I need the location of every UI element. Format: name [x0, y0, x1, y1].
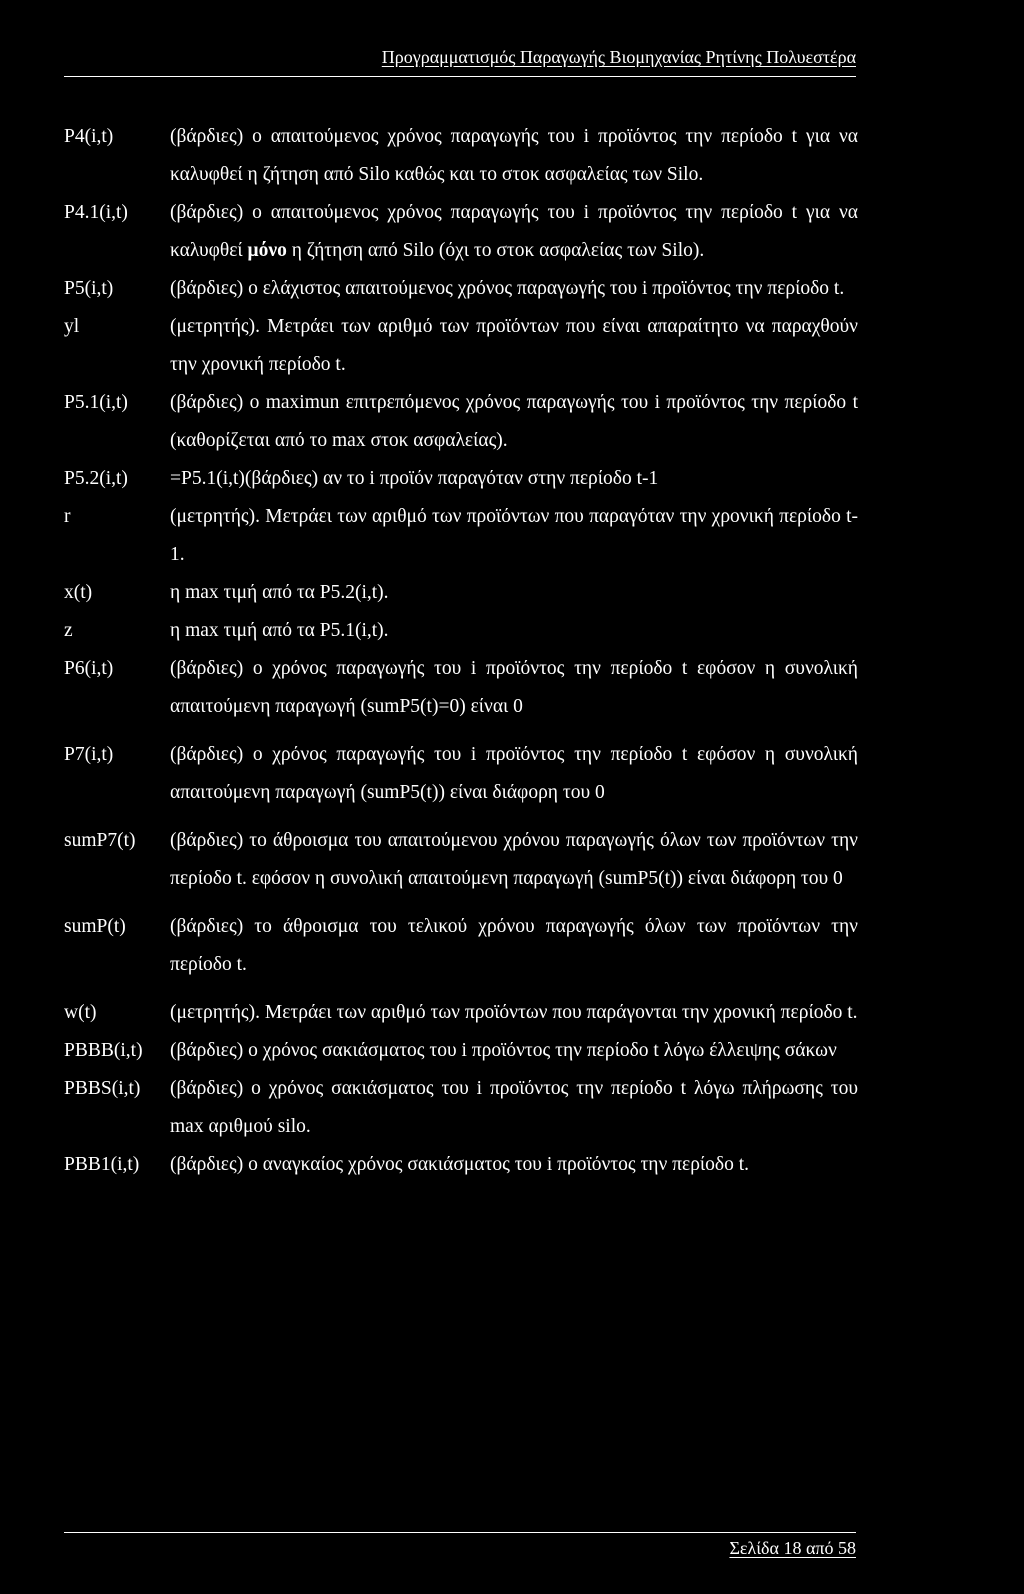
definition-entry — [64, 908, 858, 984]
definition-term: P5(i,t) — [64, 278, 114, 299]
definition-entry — [64, 384, 858, 460]
emphasis-text: μόνο — [247, 240, 287, 261]
definition-term: P6(i,t) — [64, 658, 114, 679]
definition-term: P4.1(i,t) — [64, 202, 128, 223]
definition-entry — [64, 270, 858, 308]
definition-entry — [64, 308, 858, 384]
definition-term: x(t) — [64, 582, 93, 603]
definition-entry — [64, 822, 858, 898]
spacer — [64, 898, 858, 908]
definition-term: sumP7(t) — [64, 830, 136, 851]
definition-term: w(t) — [64, 1002, 97, 1023]
definition-entry — [64, 736, 858, 812]
definition-entry — [64, 460, 858, 498]
definition-description: (βάρδιες) το άθροισμα του απαιτούμενου χρόνου παραγωγής όλων των προϊόντων την περίοδο t. εφόσον η συνολική απαιτούμενη παραγωγή (sumP5(t)) είναι διάφορη του 0 — [170, 830, 858, 889]
definition-term: PBB1(i,t) — [64, 1154, 140, 1175]
definition-description: (μετρητής). Μετράει των αριθμό των προϊόντων που είναι απαραίτητο να παραχθούν την χρονική περίοδο t. — [170, 316, 858, 375]
definition-entry — [64, 194, 858, 270]
definition-term: P4(i,t) — [64, 126, 114, 147]
definition-entry — [64, 574, 858, 612]
definition-description: (βάρδιες) ο maximun επιτρεπόμενος χρόνος παραγωγής του i προϊόντος την περίοδο t (καθορίζεται από το max στοκ ασφαλείας). — [170, 392, 858, 451]
definition-description: (βάρδιες) ο χρόνος παραγωγής του i προϊόντος την περίοδο t εφόσον η συνολική απαιτούμενη παραγωγή (sumP5(t)=0) είναι 0 — [170, 658, 858, 717]
description-text: (βάρδιες) ο απαιτούμενος χρόνος παραγωγής του i προϊόντος την περίοδο t για να καλυφθεί — [170, 202, 858, 261]
definition-term: r — [64, 506, 71, 527]
definition-entry — [64, 612, 858, 650]
header-title: Προγραμματισμός Παραγωγής Βιομηχανίας Ρητίνης Πολυεστέρα — [381, 47, 856, 67]
definition-entry — [64, 994, 858, 1032]
definitions-list — [64, 118, 858, 1498]
spacer — [64, 984, 858, 994]
definition-term: z — [64, 620, 73, 641]
definition-entry — [64, 498, 858, 574]
definition-entry — [64, 1146, 858, 1184]
page-header — [64, 46, 856, 77]
definition-description: (βάρδιες) το άθροισμα του τελικού χρόνου παραγωγής όλων των προϊόντων την περίοδο t. — [170, 916, 858, 975]
definition-term: PBBS(i,t) — [64, 1078, 141, 1099]
definition-term: P7(i,t) — [64, 744, 114, 765]
description-text: η ζήτηση από Silo (όχι το στοκ ασφαλείας των Silo). — [291, 240, 705, 261]
definition-description: (μετρητής). Μετράει των αριθμό των προϊόντων που παραγόταν την χρονική περίοδο t-1. — [170, 506, 858, 565]
definition-term: PBBB(i,t) — [64, 1040, 143, 1061]
spacer — [64, 812, 858, 822]
page-footer — [64, 1532, 856, 1559]
definition-entry — [64, 1032, 858, 1070]
definition-description: η max τιμή από τα P5.2(i,t). — [170, 582, 389, 603]
spacer — [64, 726, 858, 736]
definition-description: (βάρδιες) ο χρόνος παραγωγής του i προϊόντος την περίοδο t εφόσον η συνολική απαιτούμενη παραγωγή (sumP5(t)) είναι διάφορη του 0 — [170, 744, 858, 803]
definition-description: =P5.1(i,t)(βάρδιες) αν το i προϊόν παραγόταν στην περίοδο t-1 — [170, 468, 659, 489]
definition-entry — [64, 1070, 858, 1146]
definition-entry — [64, 118, 858, 194]
definition-description: (βάρδιες) ο χρόνος σακιάσματος του i προϊόντος την περίοδο t λόγω πλήρωσης του max αριθμού silo. — [170, 1078, 858, 1137]
definition-term: sumP(t) — [64, 916, 126, 937]
definition-description: (βάρδιες) ο χρόνος σακιάσματος του i προϊόντος την περίοδο t λόγω έλλειψης σάκων — [170, 1040, 837, 1061]
definition-description: (βάρδιες) ο αναγκαίος χρόνος σακιάσματος του i προϊόντος την περίοδο t. — [170, 1154, 750, 1175]
page-number: Σελίδα 18 από 58 — [729, 1538, 856, 1558]
definition-description: η max τιμή από τα P5.1(i,t). — [170, 620, 389, 641]
definition-term: P5.1(i,t) — [64, 392, 128, 413]
definition-description: (μετρητής). Μετράει των αριθμό των προϊόντων που παράγονται την χρονική περίοδο t. — [170, 1002, 858, 1023]
definition-term: P5.2(i,t) — [64, 468, 128, 489]
definition-description: (βάρδιες) ο ελάχιστος απαιτούμενος χρόνος παραγωγής του i προϊόντος την περίοδο t. — [170, 278, 845, 299]
definition-entry — [64, 650, 858, 726]
definition-term: yl — [64, 316, 80, 337]
definition-description: (βάρδιες) ο απαιτούμενος χρόνος παραγωγής του i προϊόντος την περίοδο t για να καλυφθεί η ζήτηση από Silo καθώς και το στοκ ασφαλείας των Silo. — [170, 126, 858, 185]
definition-description — [170, 194, 858, 270]
